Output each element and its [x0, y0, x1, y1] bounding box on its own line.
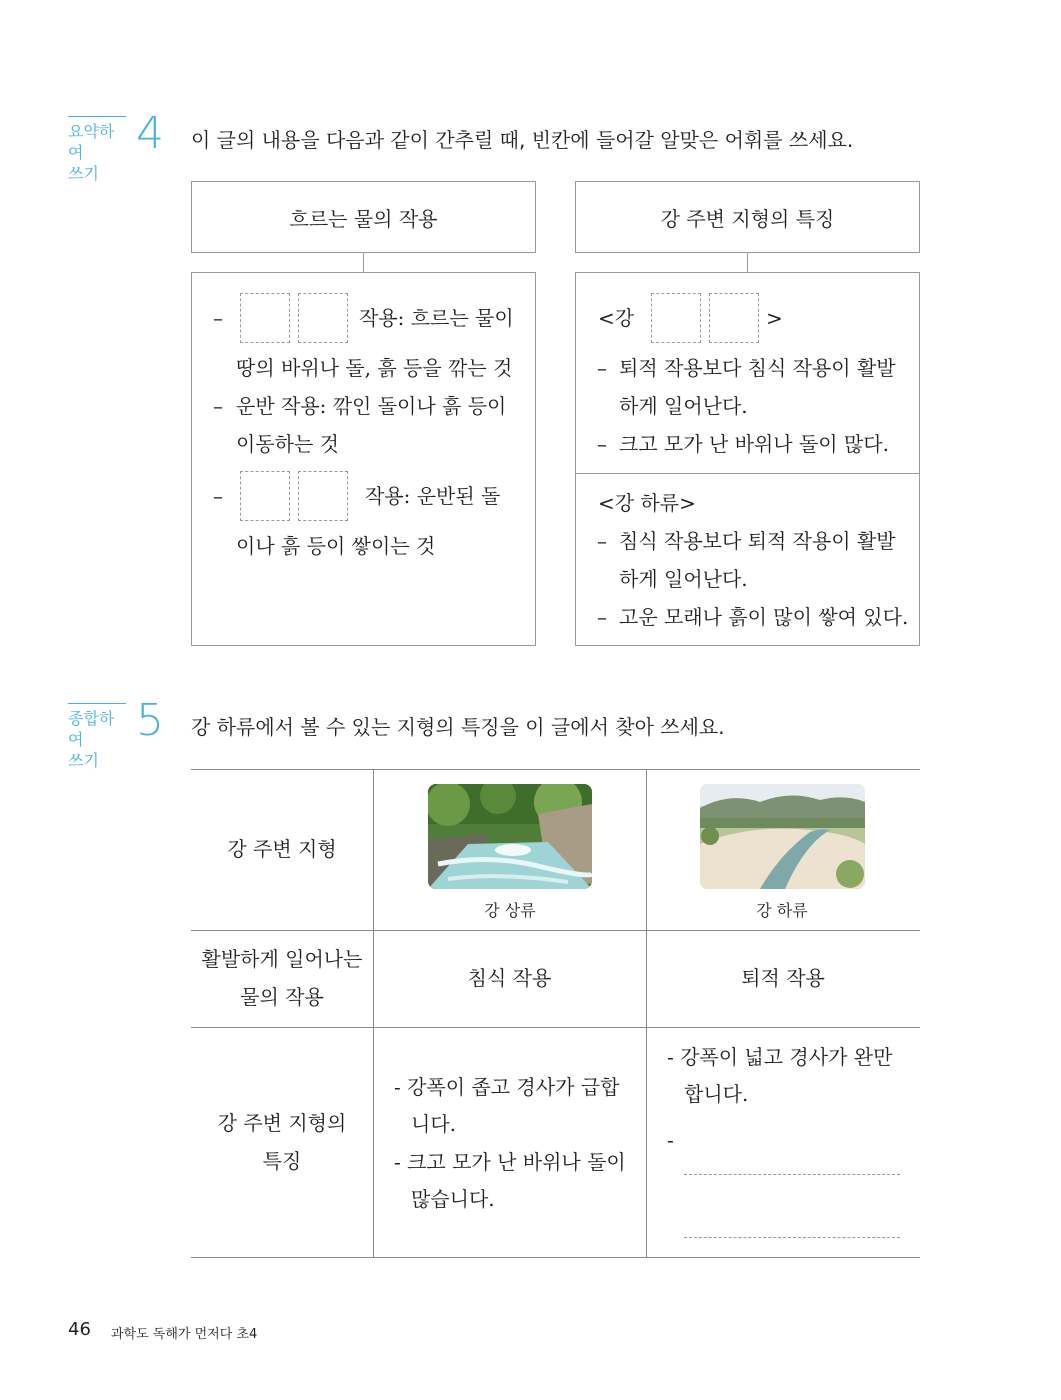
q4-tag: [68, 116, 126, 184]
upstream-line-2: 하게 일어난다.: [619, 394, 748, 418]
table-bottom-border: [191, 1257, 920, 1258]
dash: –: [597, 432, 607, 456]
row2-upstream: 침식 작용: [467, 966, 552, 990]
dash: –: [213, 484, 223, 508]
blank-box[interactable]: [709, 293, 759, 343]
q4-left-connector: [363, 253, 364, 272]
q5-number: 5: [136, 695, 164, 746]
blank-box[interactable]: [240, 471, 290, 521]
divider: [576, 473, 919, 474]
upstream-line-1: 퇴적 작용보다 침식 작용이 활발: [619, 356, 896, 380]
table-row-border: [191, 1027, 920, 1028]
downstream-caption: 강 하류: [756, 901, 808, 920]
blank-box[interactable]: [298, 471, 348, 521]
dash: –: [597, 605, 607, 629]
book-title: 과학도 독해가 먼저다 초4: [111, 1327, 258, 1342]
blank-box[interactable]: [651, 293, 701, 343]
q4-right-connector: [747, 253, 748, 272]
upstream-photo: [428, 784, 592, 889]
row3-down-line1: - 강폭이 넓고 경사가 완만: [667, 1045, 893, 1069]
page-number: 46: [68, 1319, 91, 1340]
table-col-border: [646, 769, 647, 1258]
q4-tag-line2: 쓰기: [68, 164, 99, 183]
q4-question: 이 글의 내용을 다음과 같이 간추릴 때, 빈칸에 들어갈 알맞은 어휘를 쓰세요.: [191, 128, 854, 152]
q5-tag: [68, 703, 126, 771]
blank-box[interactable]: [240, 293, 290, 343]
row3-up-line4: 많습니다.: [411, 1187, 495, 1211]
dash: –: [597, 356, 607, 380]
dash: –: [597, 529, 607, 553]
q5-question: 강 하류에서 볼 수 있는 지형의 특징을 이 글에서 찾아 쓰세요.: [191, 715, 725, 739]
left-line-5: 작용: 운반된 돌: [365, 484, 501, 508]
upstream-line-3: 크고 모가 난 바위나 돌이 많다.: [619, 432, 889, 456]
table-row-border: [191, 930, 920, 931]
upstream-close: >: [766, 306, 783, 330]
left-line-4: 이동하는 것: [236, 432, 339, 456]
row2-label-line2: 물의 작용: [240, 985, 324, 1009]
row3-up-line3: - 크고 모가 난 바위나 돌이: [394, 1150, 626, 1174]
upstream-open: <강: [598, 306, 635, 330]
downstream-line-3: 고운 모래나 흙이 많이 쌓여 있다.: [619, 605, 909, 629]
row3-down-line2: 합니다.: [684, 1082, 749, 1106]
row3-down-dash: -: [667, 1128, 674, 1152]
left-line-2: 땅의 바위나 돌, 흙 등을 깎는 것: [236, 356, 513, 380]
row3-label: [191, 1104, 373, 1180]
q5-tag-line1: 종합하여: [68, 709, 115, 749]
q4-tag-line1: 요약하여: [68, 122, 115, 162]
table-col-border: [373, 769, 374, 1258]
q4-number: 4: [136, 108, 164, 159]
row3-up-line2: 니다.: [411, 1112, 456, 1136]
left-line-3: 운반 작용: 깎인 돌이나 흙 등이: [236, 394, 507, 418]
row3-label-line2: 특징: [262, 1149, 302, 1173]
row2-label: [191, 940, 373, 1016]
row2-label-line1: 활발하게 일어나는: [201, 947, 363, 971]
left-line-6: 이나 흙 등이 쌓이는 것: [236, 534, 436, 558]
answer-line[interactable]: [684, 1174, 900, 1175]
q5-tag-line2: 쓰기: [68, 751, 99, 770]
row3-up-line1: - 강폭이 좁고 경사가 급합: [394, 1075, 620, 1099]
row2-downstream: 퇴적 작용: [741, 966, 825, 990]
dash: –: [213, 306, 223, 330]
q4-right-header: 강 주변 지형의 특징: [575, 181, 920, 253]
table-top-border: [191, 769, 920, 770]
row1-label: 강 주변 지형: [227, 837, 337, 861]
answer-line[interactable]: [684, 1237, 900, 1238]
downstream-photo: [700, 784, 865, 889]
q4-left-header: 흐르는 물의 작용: [191, 181, 536, 253]
downstream-title: <강 하류>: [598, 491, 696, 515]
blank-box[interactable]: [298, 293, 348, 343]
dash: –: [213, 394, 223, 418]
left-line-1: 작용: 흐르는 물이: [359, 306, 514, 330]
downstream-line-1: 침식 작용보다 퇴적 작용이 활발: [619, 529, 896, 553]
row3-label-line1: 강 주변 지형의: [217, 1111, 347, 1135]
upstream-caption: 강 상류: [484, 901, 536, 920]
downstream-line-2: 하게 일어난다.: [619, 567, 748, 591]
